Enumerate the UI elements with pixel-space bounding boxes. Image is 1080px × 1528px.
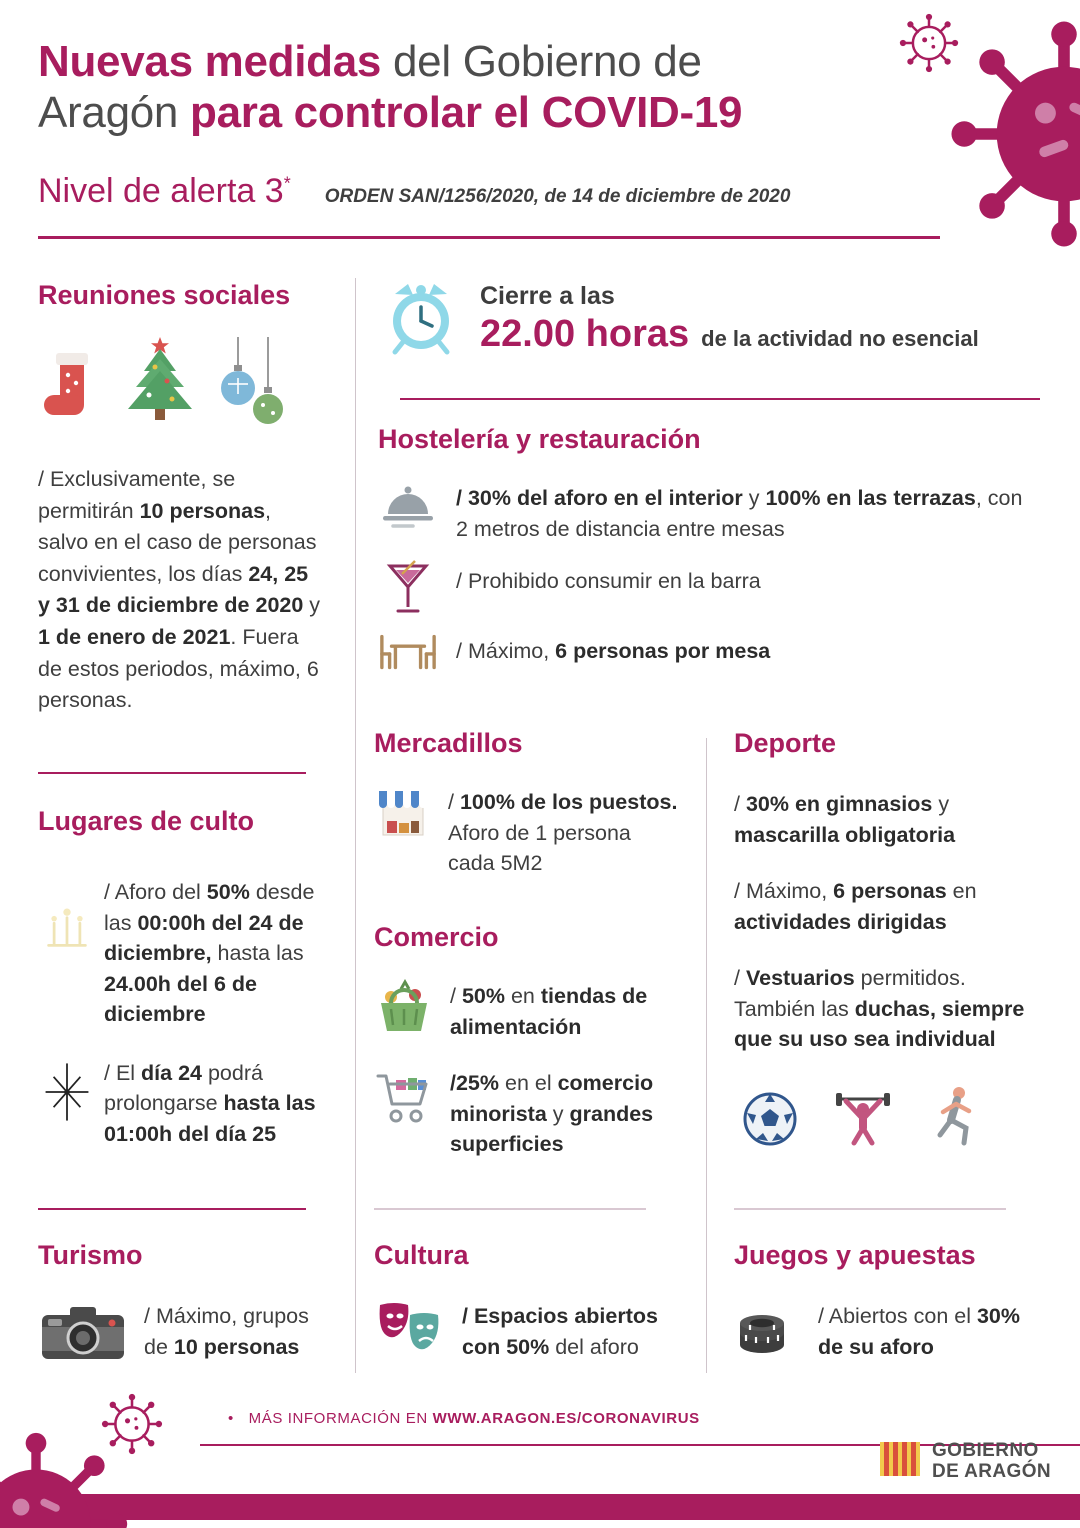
alarm-clock-icon xyxy=(383,278,459,361)
christmas-stocking-icon xyxy=(38,349,100,434)
market-stall-icon xyxy=(374,787,432,845)
grocery-basket-icon xyxy=(374,979,434,1037)
closing-rest: de la actividad no esencial xyxy=(701,326,979,351)
hosteleria-title: Hostelería y restauración xyxy=(378,424,701,454)
theater-masks-icon xyxy=(374,1301,446,1357)
cultura-title: Cultura xyxy=(374,1240,469,1270)
section-culto xyxy=(38,806,332,1149)
comercio-title: Comercio xyxy=(374,922,499,952)
footer-info-prefix: MÁS INFORMACIÓN EN xyxy=(248,1410,433,1427)
comercio-item-minorista xyxy=(374,1068,694,1160)
runner-icon xyxy=(928,1085,980,1152)
juegos-item xyxy=(734,1301,1050,1362)
divider-above-turismo xyxy=(38,1208,306,1210)
culto-title: Lugares de culto xyxy=(38,806,255,836)
poker-chips-icon xyxy=(734,1301,800,1355)
mercadillos-title: Mercadillos xyxy=(374,728,523,758)
cultura-item-text: / Espacios abiertos con 50% del aforo xyxy=(462,1304,658,1359)
cocktail-glass-icon xyxy=(378,560,438,616)
turismo-item-text: / Máximo, grupos de 10 personas xyxy=(144,1304,309,1359)
culto-item-dia24-text: / El día 24 podrá prolongarse hasta las 01:00h del día 25 xyxy=(104,1060,316,1146)
comercio-item-alimentacion xyxy=(374,979,694,1042)
footer-bullet: • xyxy=(228,1410,234,1427)
mercadillos-item-text: / 100% de los puestos. Aforo de 1 persona cada 5M2 xyxy=(448,790,678,876)
reuniones-icons xyxy=(38,337,322,434)
table-and-chairs-icon xyxy=(378,632,438,672)
deporte-item-vestuarios: / Vestuarios permitidos. También las duchas, siempre que su uso sea individual xyxy=(734,966,1025,1052)
camera-icon xyxy=(38,1301,128,1363)
title-gray-line1: del Gobierno de xyxy=(381,37,702,86)
hosteleria-item-barra xyxy=(378,560,1050,616)
star-sparkle-icon xyxy=(38,1062,96,1122)
shopping-cart-icon xyxy=(374,1068,434,1128)
divider-above-cultura xyxy=(374,1208,646,1210)
christmas-baubles-icon xyxy=(220,337,286,434)
deporte-item-gimnasios: / 30% en gimnasios y mascarilla obligatoria xyxy=(734,792,956,847)
culto-item-dia24 xyxy=(38,1058,332,1150)
deporte-item-dirigidas: / Máximo, 6 personas en actividades dirigidas xyxy=(734,879,977,934)
closing-line1: Cierre a las xyxy=(480,282,615,310)
cultura-item xyxy=(374,1301,692,1362)
section-cultura xyxy=(374,1240,692,1362)
reuniones-title: Reuniones sociales xyxy=(38,280,291,310)
footer-info xyxy=(228,1410,700,1427)
closing-divider xyxy=(400,398,1040,400)
turismo-title: Turismo xyxy=(38,1240,143,1270)
divider-above-juegos xyxy=(734,1208,1006,1210)
logo-text xyxy=(932,1441,1051,1483)
title-accent-line1: Nuevas medidas xyxy=(38,37,382,86)
hosteleria-item-aforo xyxy=(378,483,1050,544)
juegos-title: Juegos y apuestas xyxy=(734,1240,976,1270)
page-title xyxy=(38,36,918,138)
closing-banner xyxy=(480,282,1050,356)
hosteleria-item-barra-text: / Prohibido consumir en la barra xyxy=(456,569,761,594)
deporte-icons xyxy=(734,1085,1048,1152)
hosteleria-item-mesa-text: / Máximo, 6 personas por mesa xyxy=(456,639,771,664)
section-juegos xyxy=(734,1240,1050,1362)
section-mercadillos xyxy=(374,728,686,879)
divider-vertical-right xyxy=(706,738,707,1373)
soccer-ball-icon xyxy=(742,1091,798,1152)
candles-icon xyxy=(38,903,96,949)
header-divider xyxy=(38,236,940,239)
christmas-tree-icon xyxy=(122,337,198,434)
divider-vertical-left xyxy=(355,278,356,1373)
turismo-item xyxy=(38,1301,338,1363)
hosteleria-item-mesa xyxy=(378,632,1050,672)
logo-line2: DE ARAGÓN xyxy=(932,1460,1052,1482)
virus-filled-bottom-icon xyxy=(0,1430,130,1528)
juegos-item-text: / Abiertos con el 30% de su aforo xyxy=(818,1304,1020,1359)
mercadillos-item xyxy=(374,787,686,879)
section-comercio xyxy=(374,922,694,1160)
closing-time: 22.00 horas xyxy=(480,313,690,355)
comercio-item-alimentacion-text: / 50% en tiendas de alimentación xyxy=(450,984,648,1039)
section-hosteleria xyxy=(378,424,1050,672)
title-gray-line2: Aragón xyxy=(38,88,191,138)
culto-item-aforo-text: / Aforo del 50% desde las 00:00h del 24 de diciembre, hasta las 24.00h del 6 de diciembre xyxy=(104,880,315,1027)
alert-asterisk: * xyxy=(283,173,291,194)
deporte-title: Deporte xyxy=(734,728,837,758)
section-turismo xyxy=(38,1240,338,1363)
culto-item-aforo xyxy=(38,877,332,1030)
alert-level-row xyxy=(38,172,790,211)
gobierno-aragon-logo xyxy=(878,1440,1051,1483)
aragon-flag-icon xyxy=(878,1440,922,1483)
title-accent-line2: para controlar el COVID-19 xyxy=(190,88,743,138)
virus-filled-icon xyxy=(948,18,1080,250)
reuniones-body: / Exclusivamente, se permitirán 10 personas, salvo en el caso de personas convivientes, los días 24, 25 y 31 de diciembre de 2020 y 1 de enero de 2021. Fuera de estos periodos, máximo, 6 personas. xyxy=(38,467,321,713)
alert-level: Nivel de alerta 3* xyxy=(38,172,291,210)
logo-line1: GOBIERNO xyxy=(932,1439,1039,1461)
footer-bar xyxy=(0,1494,1080,1520)
section-deporte xyxy=(734,728,1048,1152)
order-reference: ORDEN SAN/1256/2020, de 14 de diciembre de 2020 xyxy=(324,186,791,207)
footer-info-url[interactable]: WWW.ARAGON.ES/CORONAVIRUS xyxy=(432,1410,700,1427)
hosteleria-item-aforo-text: / 30% del aforo en el interior y 100% en las terrazas, con 2 metros de distancia entre mesas xyxy=(456,486,1023,541)
weightlifter-icon xyxy=(834,1085,892,1152)
serving-cloche-icon xyxy=(378,483,438,529)
comercio-item-minorista-text: /25% en el comercio minorista y grandes superficies xyxy=(450,1071,654,1157)
divider-reuniones-culto xyxy=(38,772,306,774)
section-reuniones xyxy=(38,280,322,717)
